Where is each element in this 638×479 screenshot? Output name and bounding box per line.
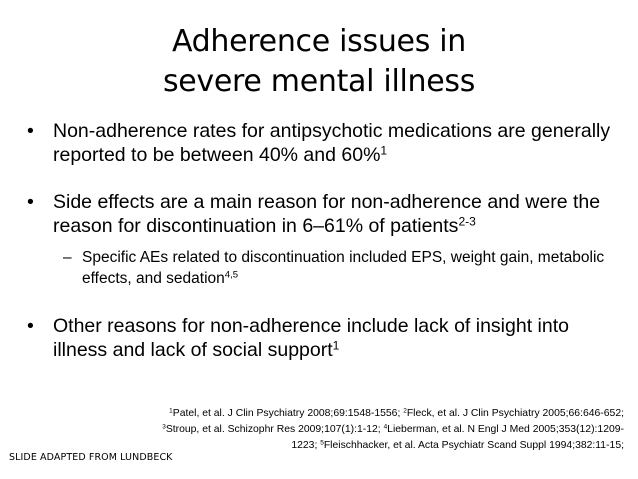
citation-marker: 2-3 (458, 213, 476, 228)
reference-line (124, 422, 624, 438)
sub-bullet-text: Specific AEs related to discontinuation included EPS, weight gain, metabolic effects, and sedation (82, 249, 605, 287)
bullet-item (27, 120, 617, 167)
citation-marker: 1 (380, 142, 388, 157)
bullet-list (27, 120, 617, 362)
reference-text: Lieberman, et al. N Engl J Med 2005;353(12):1209- (387, 424, 624, 435)
ref-mark: 2 (403, 407, 407, 415)
ref-mark: 4 (383, 423, 388, 431)
reference-text: Fleck, et al. J Clin Psychiatry 2005;66:646-652; (406, 408, 624, 419)
references (124, 406, 624, 454)
slide-title (0, 22, 638, 102)
sub-bullet-marker: – (63, 249, 72, 266)
bullet-text: Side effects are a main reason for non-adherence and were the reason for discontinuation in 6–61% of patients (53, 191, 601, 237)
ref-mark: 1 (169, 407, 173, 415)
reference-line (124, 406, 624, 422)
bullet-item (27, 191, 617, 238)
title-line-2: severe mental illness (162, 64, 476, 99)
bullet-text: Other reasons for non-adherence include lack of insight into illness and lack of social support (53, 315, 569, 361)
title-line-1: Adherence issues in (171, 24, 467, 59)
bullet-marker: • (27, 315, 34, 337)
citation-marker: 1 (332, 337, 340, 352)
reference-text: Stroup, et al. Schizophr Res 2009;107(1):1-12; (165, 424, 384, 435)
bullet-marker: • (27, 191, 34, 213)
citation-marker: 4,5 (224, 269, 239, 281)
sub-bullet-item (27, 247, 617, 289)
bullet-marker: • (27, 120, 34, 142)
ref-mark: 3 (162, 423, 166, 431)
reference-line (124, 438, 624, 454)
bullet-text: Non-adherence rates for antipsychotic medications are generally reported to be between 40% and 60% (53, 120, 611, 166)
reference-text: Patel, et al. J Clin Psychiatry 2008;69:1548-1556; (172, 408, 404, 419)
slide-credit: SLIDE ADAPTED FROM LUNDBECK (9, 452, 173, 463)
reference-text: Fleischhacker, et al. Acta Psychiatr Scand Suppl 1994;382:11-15; (323, 440, 624, 451)
bullet-item (27, 315, 617, 362)
ref-mark: 5 (320, 439, 324, 447)
reference-text: 1223; (291, 440, 321, 451)
